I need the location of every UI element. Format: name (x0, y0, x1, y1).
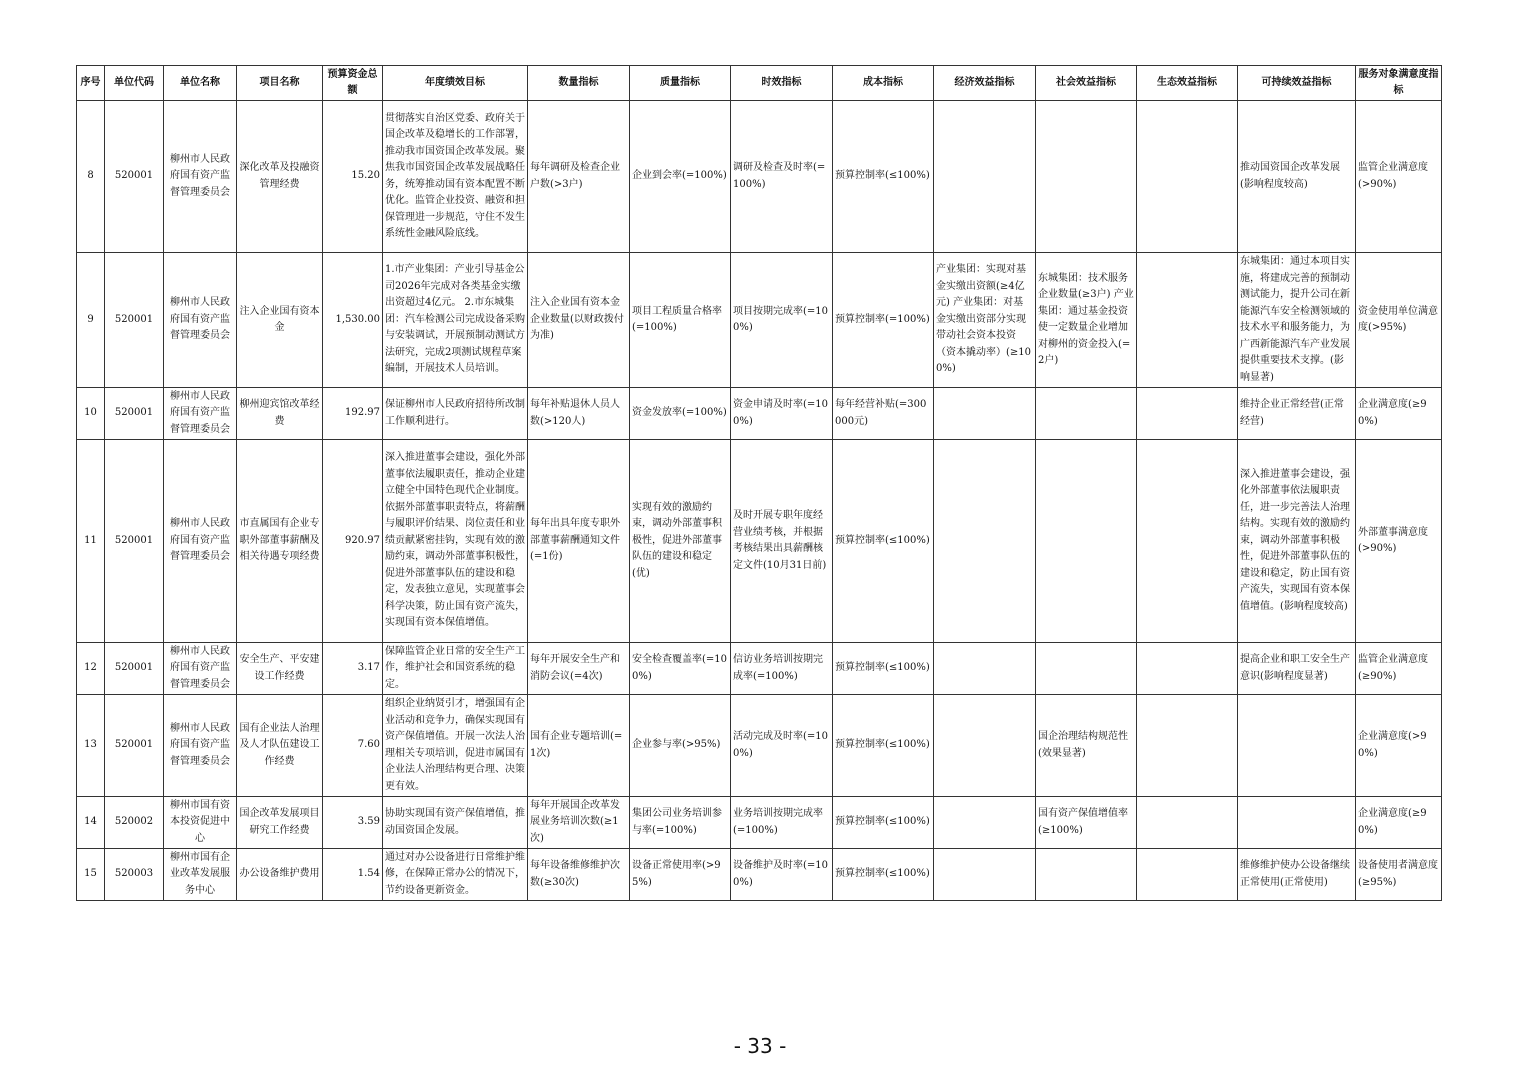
cell-quantity: 每年设备维修维护次数(≥30次) (528, 849, 630, 901)
header-project-name: 项目名称 (237, 66, 323, 101)
cell-cost: 每年经营补贴(=300000元) (833, 388, 934, 440)
cell-sustainable (1238, 797, 1356, 849)
header-satisfaction: 服务对象满意度指标 (1356, 66, 1442, 101)
cell-satisfaction: 外部董事满意度(>90%) (1356, 440, 1442, 643)
cell-project-name: 国有企业法人治理及人才队伍建设工作经费 (237, 695, 323, 797)
cell-budget: 15.20 (323, 101, 383, 253)
cell-quantity: 每年开展国企改革发展业务培训次数(≥1次) (528, 797, 630, 849)
cell-economic (934, 440, 1036, 643)
cell-social (1036, 388, 1137, 440)
cell-quality: 安全检查覆盖率(=100%) (630, 643, 731, 695)
cell-unit-name: 柳州市人民政府国有资产监督管理委员会 (164, 695, 237, 797)
cell-sustainable: 维修维护使办公设备继续正常使用(正常使用) (1238, 849, 1356, 901)
table-body (77, 101, 1442, 901)
header-budget: 预算资金总额 (323, 66, 383, 101)
cell-satisfaction: 企业满意度(>90%) (1356, 695, 1442, 797)
cell-seq: 13 (77, 695, 105, 797)
cell-unit-name: 柳州市人民政府国有资产监督管理委员会 (164, 643, 237, 695)
cell-satisfaction: 设备使用者满意度(≥95%) (1356, 849, 1442, 901)
table-row (77, 643, 1442, 695)
cell-ecological (1137, 101, 1238, 253)
performance-table (76, 65, 1442, 901)
cell-sustainable (1238, 695, 1356, 797)
header-seq: 序号 (77, 66, 105, 101)
cell-seq: 12 (77, 643, 105, 695)
cell-social: 东城集团：技术服务企业数量(≥3户) 产业集团：通过基金投资使一定数量企业增加对柳州的资金投入(=2户) (1036, 253, 1137, 388)
cell-unit-code: 520001 (105, 440, 164, 643)
cell-social (1036, 101, 1137, 253)
cell-sustainable: 维持企业正常经营(正常经营) (1238, 388, 1356, 440)
cell-economic (934, 388, 1036, 440)
cell-project-name: 市直属国有企业专职外部董事薪酬及相关待遇专项经费 (237, 440, 323, 643)
cell-ecological (1137, 797, 1238, 849)
cell-cost: 预算控制率(=100%) (833, 253, 934, 388)
cell-project-name: 柳州迎宾馆改革经费 (237, 388, 323, 440)
header-economic: 经济效益指标 (934, 66, 1036, 101)
header-row (77, 66, 1442, 101)
cell-project-name: 注入企业国有资本金 (237, 253, 323, 388)
cell-unit-name: 柳州市人民政府国有资产监督管理委员会 (164, 101, 237, 253)
cell-sustainable: 东城集团：通过本项目实施，将建成完善的预制动测试能力，提升公司在新能源汽车安全检测领域的技术水平和服务能力，为广西新能源汽车产业发展提供重要技术支撑。(影响显著) (1238, 253, 1356, 388)
cell-quality: 企业参与率(>95%) (630, 695, 731, 797)
cell-unit-code: 520002 (105, 797, 164, 849)
cell-social (1036, 440, 1137, 643)
header-sustainable: 可持续效益指标 (1238, 66, 1356, 101)
cell-annual-goal: 保证柳州市人民政府招待所改制工作顺利进行。 (383, 388, 528, 440)
table-row (77, 388, 1442, 440)
table-row (77, 695, 1442, 797)
cell-timeliness: 资金申请及时率(=100%) (731, 388, 833, 440)
cell-timeliness: 活动完成及时率(=100%) (731, 695, 833, 797)
cell-social (1036, 643, 1137, 695)
cell-unit-code: 520003 (105, 849, 164, 901)
cell-ecological (1137, 695, 1238, 797)
header-unit-name: 单位名称 (164, 66, 237, 101)
cell-cost: 预算控制率(≤100%) (833, 101, 934, 253)
cell-sustainable: 推动国资国企改革发展(影响程度较高) (1238, 101, 1356, 253)
cell-economic: 产业集团：实现对基金实缴出资额(≥4亿元) 产业集团：对基金实缴出资部分实现带动社会资本投资（资本撬动率）(≥100%) (934, 253, 1036, 388)
cell-quality: 资金发放率(=100%) (630, 388, 731, 440)
cell-satisfaction: 企业满意度(≥90%) (1356, 388, 1442, 440)
cell-quality: 实现有效的激励约束，调动外部董事积极性，促进外部董事队伍的建设和稳定(优) (630, 440, 731, 643)
cell-project-name: 办公设备维护费用 (237, 849, 323, 901)
page-number: - 33 - (733, 1034, 787, 1058)
table-row (77, 101, 1442, 253)
cell-unit-name: 柳州市人民政府国有资产监督管理委员会 (164, 440, 237, 643)
cell-sustainable: 深入推进董事会建设，强化外部董事依法履职责任，进一步完善法人治理结构。实现有效的激励约束，调动外部董事积极性，促进外部董事队伍的建设和稳定，防止国有资产流失，实现国有资本保值增值。(影响程度较高) (1238, 440, 1356, 643)
cell-social: 国企治理结构规范性(效果显著) (1036, 695, 1137, 797)
cell-quality: 设备正常使用率(>95%) (630, 849, 731, 901)
header-cost: 成本指标 (833, 66, 934, 101)
cell-cost: 预算控制率(≤100%) (833, 849, 934, 901)
cell-quantity: 每年开展安全生产和消防会议(=4次) (528, 643, 630, 695)
header-quality: 质量指标 (630, 66, 731, 101)
cell-unit-code: 520001 (105, 695, 164, 797)
cell-quality: 企业到会率(=100%) (630, 101, 731, 253)
cell-budget: 192.97 (323, 388, 383, 440)
cell-seq: 8 (77, 101, 105, 253)
cell-quantity: 每年补贴退休人员人数(>120人) (528, 388, 630, 440)
cell-project-name: 安全生产、平安建设工作经费 (237, 643, 323, 695)
cell-budget: 3.59 (323, 797, 383, 849)
cell-social (1036, 849, 1137, 901)
cell-quantity: 国有企业专题培训(=1次) (528, 695, 630, 797)
cell-annual-goal: 协助实现国有资产保值增值，推动国资国企发展。 (383, 797, 528, 849)
cell-economic (934, 849, 1036, 901)
cell-timeliness: 信访业务培训按期完成率(=100%) (731, 643, 833, 695)
cell-budget: 920.97 (323, 440, 383, 643)
cell-cost: 预算控制率(≤100%) (833, 695, 934, 797)
header-unit-code: 单位代码 (105, 66, 164, 101)
cell-timeliness: 业务培训按期完成率(=100%) (731, 797, 833, 849)
cell-satisfaction: 资金使用单位满意度(>95%) (1356, 253, 1442, 388)
cell-annual-goal: 保障监管企业日常的安全生产工作，维护社会和国资系统的稳定。 (383, 643, 528, 695)
cell-annual-goal: 深入推进董事会建设，强化外部董事依法履职责任，推动企业建立健全中国特色现代企业制度。依据外部董事职责特点，将薪酬与履职评价结果、岗位责任和业绩贡献紧密挂钩，实现有效的激励约束，调动外部董事积极性，促进外部董事队伍的建设和稳定，发表独立意见，实现董事会科学决策，防止国有资产流失，实现国有资本保值增值。 (383, 440, 528, 643)
cell-annual-goal: 贯彻落实自治区党委、政府关于国企改革及稳增长的工作部署，推动我市国资国企改革发展。聚焦我市国资国企改革发展战略任务，统筹推动国有资本配置不断优化。监管企业投资、融资和担保管理进一步规范，守住不发生系统性金融风险底线。 (383, 101, 528, 253)
cell-budget: 1.54 (323, 849, 383, 901)
cell-seq: 15 (77, 849, 105, 901)
header-annual-goal: 年度绩效目标 (383, 66, 528, 101)
cell-ecological (1137, 643, 1238, 695)
cell-unit-name: 柳州市人民政府国有资产监督管理委员会 (164, 253, 237, 388)
cell-project-name: 深化改革及投融资管理经费 (237, 101, 323, 253)
cell-quality: 集团公司业务培训参与率(=100%) (630, 797, 731, 849)
cell-seq: 10 (77, 388, 105, 440)
cell-seq: 9 (77, 253, 105, 388)
cell-annual-goal: 组织企业纳贤引才，增强国有企业活动和竞争力，确保实现国有资产保值增值。开展一次法人治理相关专项培训，促进市属国有企业法人治理结构更合理、决策更有效。 (383, 695, 528, 797)
header-social: 社会效益指标 (1036, 66, 1137, 101)
table-row (77, 253, 1442, 388)
cell-satisfaction: 企业满意度(≥90%) (1356, 797, 1442, 849)
cell-unit-name: 柳州市人民政府国有资产监督管理委员会 (164, 388, 237, 440)
cell-quantity: 每年调研及检查企业户数(>3户) (528, 101, 630, 253)
cell-timeliness: 设备维护及时率(=100%) (731, 849, 833, 901)
cell-unit-code: 520001 (105, 388, 164, 440)
header-quantity: 数量指标 (528, 66, 630, 101)
cell-ecological (1137, 253, 1238, 388)
cell-cost: 预算控制率(≤100%) (833, 643, 934, 695)
cell-seq: 11 (77, 440, 105, 643)
header-ecological: 生态效益指标 (1137, 66, 1238, 101)
cell-ecological (1137, 388, 1238, 440)
cell-satisfaction: 监管企业满意度(>90%) (1356, 101, 1442, 253)
cell-project-name: 国企改革发展项目研究工作经费 (237, 797, 323, 849)
cell-unit-code: 520001 (105, 101, 164, 253)
cell-unit-code: 520001 (105, 253, 164, 388)
cell-unit-code: 520001 (105, 643, 164, 695)
cell-economic (934, 695, 1036, 797)
cell-budget: 1,530.00 (323, 253, 383, 388)
cell-economic (934, 101, 1036, 253)
cell-economic (934, 643, 1036, 695)
cell-timeliness: 项目按期完成率(=100%) (731, 253, 833, 388)
cell-budget: 7.60 (323, 695, 383, 797)
cell-unit-name: 柳州市国有资本投资促进中心 (164, 797, 237, 849)
cell-timeliness: 及时开展专职年度经营业绩考核，并根据考核结果出具薪酬核定文件(10月31日前) (731, 440, 833, 643)
cell-unit-name: 柳州市国有企业改革发展服务中心 (164, 849, 237, 901)
cell-quantity: 注入企业国有资本金企业数量(以财政拨付为准) (528, 253, 630, 388)
cell-social: 国有资产保值增值率(≥100%) (1036, 797, 1137, 849)
cell-quality: 项目工程质量合格率(=100%) (630, 253, 731, 388)
table-row (77, 440, 1442, 643)
cell-ecological (1137, 440, 1238, 643)
cell-cost: 预算控制率(≤100%) (833, 440, 934, 643)
cell-timeliness: 调研及检查及时率(=100%) (731, 101, 833, 253)
cell-sustainable: 提高企业和职工安全生产意识(影响程度显著) (1238, 643, 1356, 695)
header-timeliness: 时效指标 (731, 66, 833, 101)
cell-seq: 14 (77, 797, 105, 849)
table-header (77, 66, 1442, 101)
table-row (77, 849, 1442, 901)
cell-annual-goal: 通过对办公设备进行日常维护维修，在保障正常办公的情况下，节约设备更新资金。 (383, 849, 528, 901)
cell-satisfaction: 监管企业满意度(≥90%) (1356, 643, 1442, 695)
cell-budget: 3.17 (323, 643, 383, 695)
cell-quantity: 每年出具年度专职外部董事薪酬通知文件(=1份) (528, 440, 630, 643)
cell-annual-goal: 1.市产业集团：产业引导基金公司2026年完成对各类基金实缴出资超过4亿元。 2.市东城集团：汽车检测公司完成设备采购与安装调试，开展预制动测试方法研究，完成2项测试规程草案编制，开展技术人员培训。 (383, 253, 528, 388)
cell-ecological (1137, 849, 1238, 901)
cell-economic (934, 797, 1036, 849)
cell-cost: 预算控制率(≤100%) (833, 797, 934, 849)
table-row (77, 797, 1442, 849)
